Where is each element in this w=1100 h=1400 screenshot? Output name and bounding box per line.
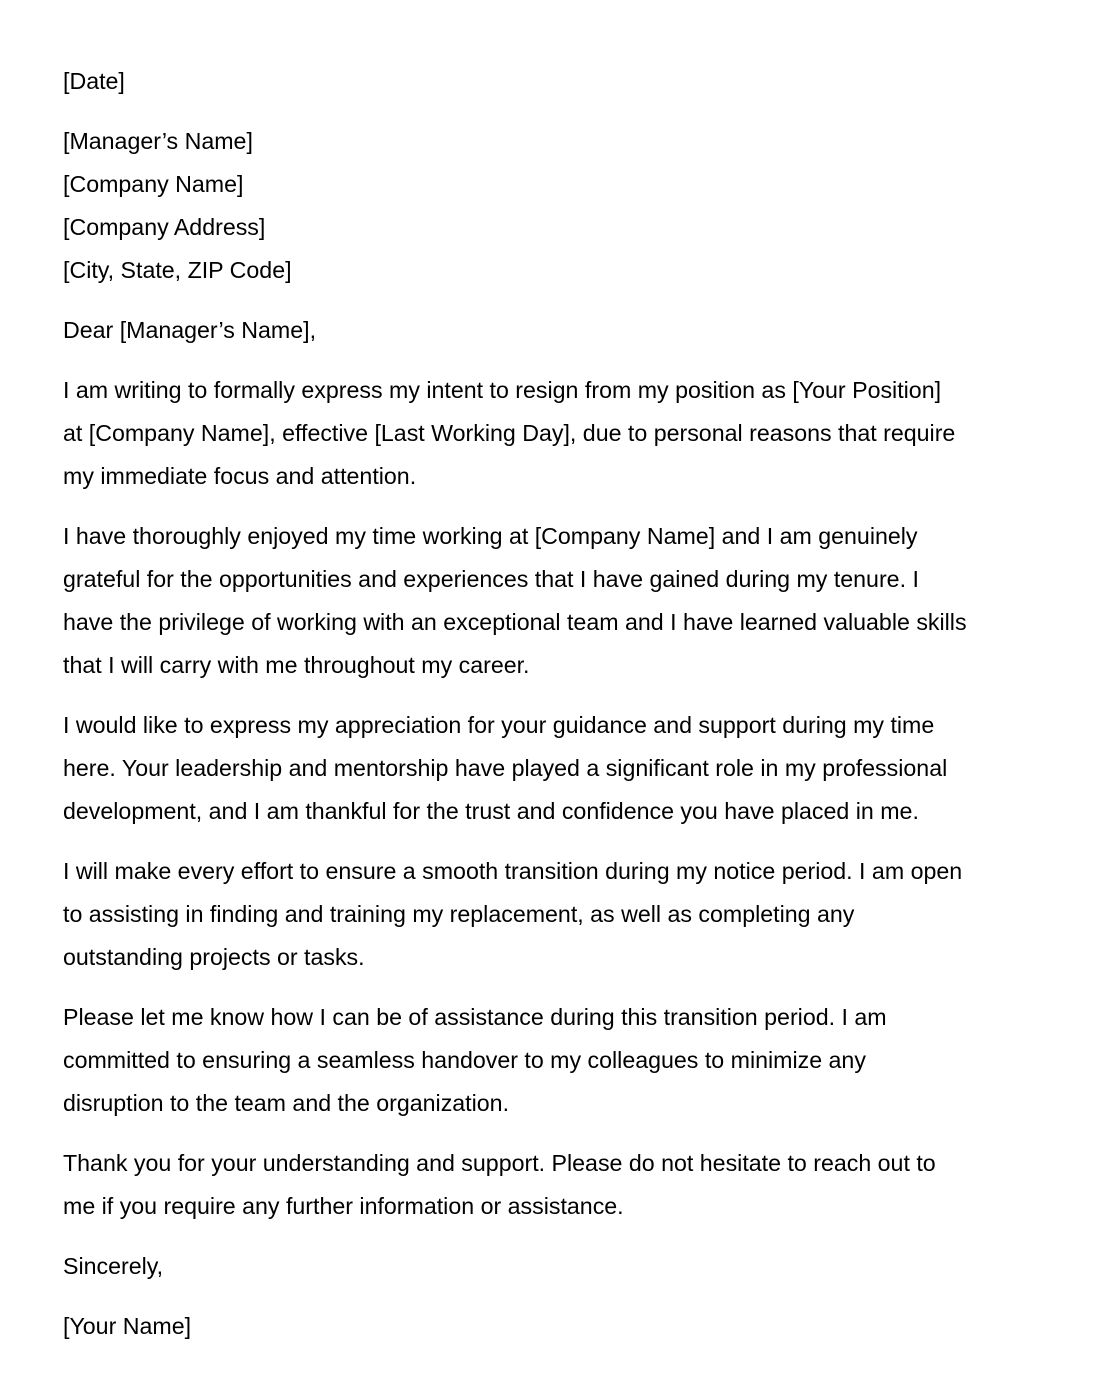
date-text: [Date] xyxy=(63,68,125,94)
recipient-address: [Company Address] xyxy=(63,214,266,240)
paragraph-assistance xyxy=(63,996,1053,1125)
paragraph-line: that I will carry with me throughout my career. xyxy=(63,652,530,678)
paragraph-line: to assisting in finding and training my replacement, as well as completing any xyxy=(63,901,855,927)
paragraph-thanks xyxy=(63,1142,1053,1228)
paragraph-intent xyxy=(63,369,1053,498)
paragraph-appreciation xyxy=(63,704,1053,833)
paragraph-line: I am writing to formally express my intent to resign from my position as [Your Position] xyxy=(63,377,942,403)
paragraph-line: me if you require any further information or assistance. xyxy=(63,1193,624,1219)
paragraph-line: disruption to the team and the organization. xyxy=(63,1090,510,1116)
closing xyxy=(63,1245,1053,1288)
paragraph-line: outstanding projects or tasks. xyxy=(63,944,365,970)
paragraph-line: I would like to express my appreciation for your guidance and support during my time xyxy=(63,712,935,738)
paragraph-line: grateful for the opportunities and experiences that I have gained during my tenure. I xyxy=(63,566,919,592)
recipient-name: [Manager’s Name] xyxy=(63,128,253,154)
paragraph-line: I will make every effort to ensure a smooth transition during my notice period. I am open xyxy=(63,858,963,884)
recipient-company: [Company Name] xyxy=(63,171,244,197)
recipient-city-state-zip: [City, State, ZIP Code] xyxy=(63,257,292,283)
paragraph-line: I have thoroughly enjoyed my time working at [Company Name] and I am genuinely xyxy=(63,523,918,549)
paragraph-gratitude xyxy=(63,515,1053,687)
closing-text: Sincerely, xyxy=(63,1253,164,1279)
paragraph-line: Thank you for your understanding and support. Please do not hesitate to reach out to xyxy=(63,1150,936,1176)
paragraph-transition xyxy=(63,850,1053,979)
signature xyxy=(63,1305,1053,1348)
signature-name: [Your Name] xyxy=(63,1313,192,1339)
salutation-text: Dear [Manager’s Name], xyxy=(63,317,317,343)
paragraph-line: here. Your leadership and mentorship have played a significant role in my professional xyxy=(63,755,948,781)
letter-page xyxy=(63,60,1053,1348)
paragraph-line: committed to ensuring a seamless handover to my colleagues to minimize any xyxy=(63,1047,866,1073)
paragraph-line: at [Company Name], effective [Last Working Day], due to personal reasons that require xyxy=(63,420,956,446)
paragraph-line: my immediate focus and attention. xyxy=(63,463,417,489)
letter-date xyxy=(63,60,1053,103)
paragraph-line: Please let me know how I can be of assistance during this transition period. I am xyxy=(63,1004,887,1030)
paragraph-line: have the privilege of working with an exceptional team and I have learned valuable skills xyxy=(63,609,967,635)
paragraph-line: development, and I am thankful for the trust and confidence you have placed in me. xyxy=(63,798,919,824)
recipient-block xyxy=(63,120,1053,292)
salutation xyxy=(63,309,1053,352)
